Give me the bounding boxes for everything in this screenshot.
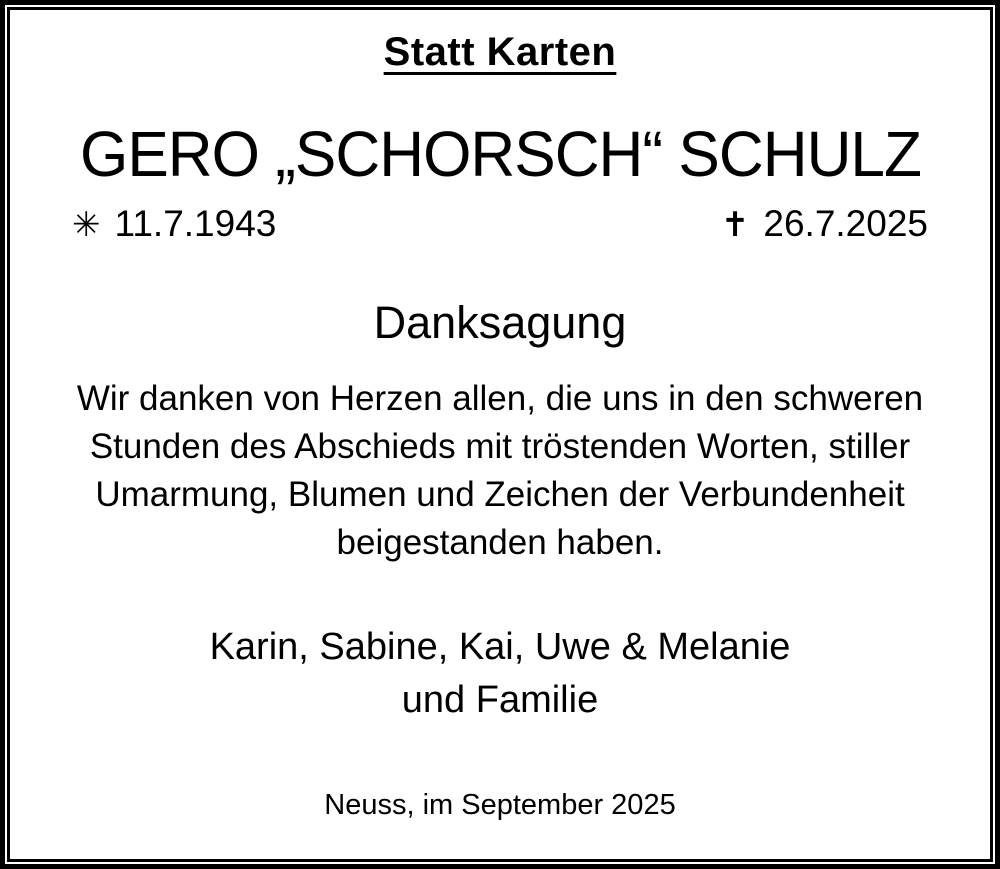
birth-date-group [72,203,276,245]
obituary-content [40,30,960,859]
deceased-name: GERO „SCHORSCH“ SCHULZ [79,118,921,190]
death-cross-icon: ✝ [720,206,750,244]
dates-row [40,203,960,245]
birth-star-icon: ✳ [72,206,101,244]
thanks-line-3: Umarmung, Blumen und Zeichen der Verbundenheit [95,475,905,514]
thanks-line-1: Wir danken von Herzen allen, die uns in den schweren [76,379,924,418]
death-date-group [721,203,928,245]
birth-date: 11.7.1943 [114,203,277,244]
obituary-inner-frame [7,7,993,862]
family-suffix: und Familie [401,679,599,721]
statt-karten-header: Statt Karten [383,30,617,74]
thanks-line-2: Stunden des Abschieds mit tröstenden Worten, stiller [89,427,911,466]
thanks-line-4: beigestanden haben. [336,523,664,562]
family-signature [210,621,791,727]
place-date-line: Neuss, im September 2025 [324,789,676,821]
danksagung-title: Danksagung [373,297,627,348]
family-names: Karin, Sabine, Kai, Uwe & Melanie [209,626,791,668]
death-date: 26.7.2025 [763,203,928,244]
thanks-paragraph [77,375,923,567]
